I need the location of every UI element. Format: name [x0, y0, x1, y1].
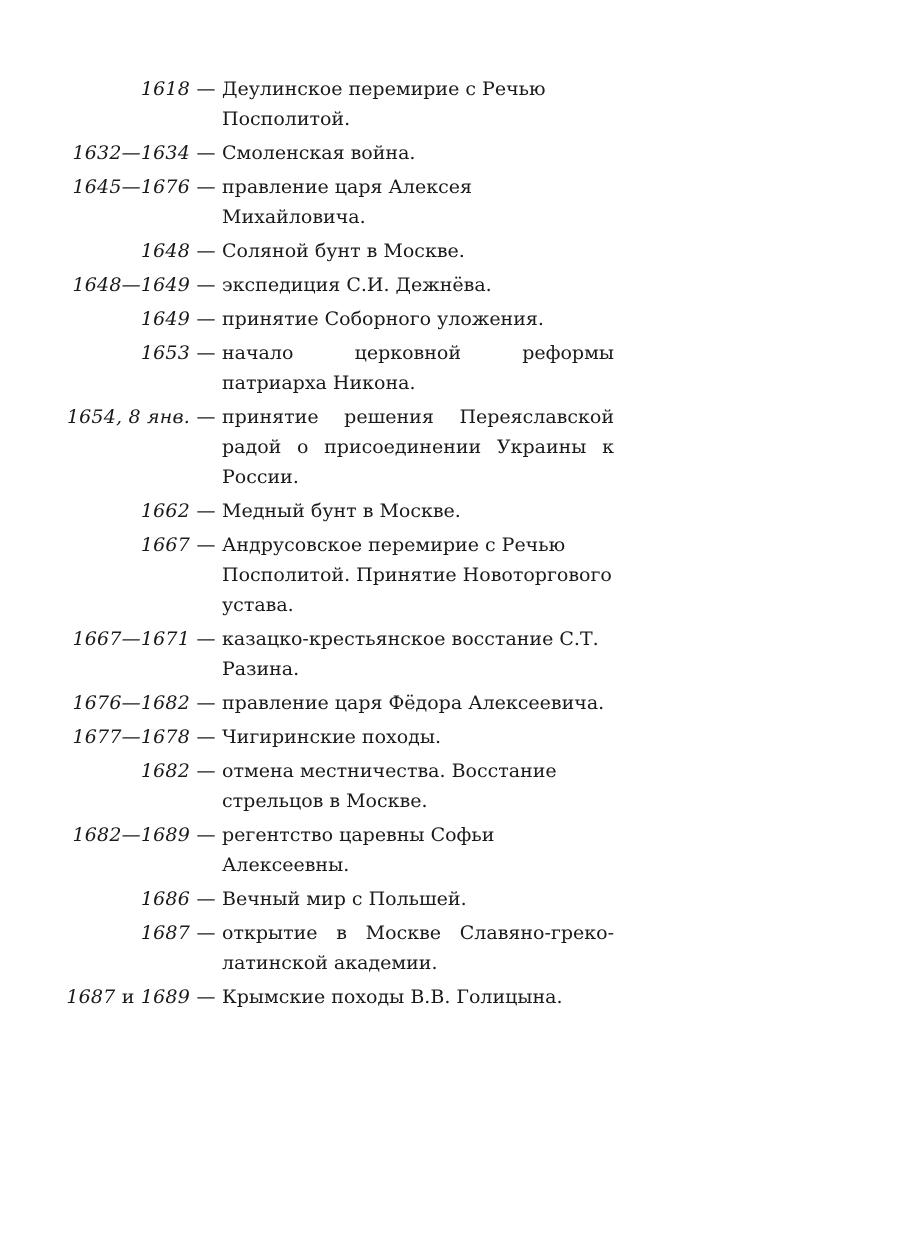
entry-text: Медный бунт в Москве. [222, 500, 461, 522]
chronology-entry [0, 624, 902, 684]
entry-dash: — [196, 628, 216, 650]
chronology-entry [0, 496, 902, 526]
entry-dash: — [196, 888, 216, 910]
chronology-list [0, 74, 902, 1016]
entry-text: экспедиция С.И. Дежнёва. [222, 274, 492, 296]
entry-dash: — [196, 986, 216, 1008]
chronology-entry [0, 918, 902, 978]
entry-date: 1687 [140, 922, 190, 944]
entry-text: Андрусовское перемирие с Речью Посполитой. Принятие Новоторгового устава. [222, 534, 612, 616]
chronology-entry [0, 138, 902, 168]
chronology-entry [0, 270, 902, 300]
entry-text: Соляной бунт в Москве. [222, 240, 465, 262]
chronology-entry [0, 304, 902, 334]
chronology-entry [0, 172, 902, 232]
entry-date: 1686 [140, 888, 190, 910]
entry-dash: — [196, 726, 216, 748]
chronology-entry [0, 722, 902, 752]
entry-text: регентство царевны Софьи Алексеевны. [222, 824, 495, 876]
entry-date: 1645—1676 [72, 176, 190, 198]
entry-date: 1649 [140, 308, 190, 330]
entry-text: Смоленская война. [222, 142, 416, 164]
entry-dash: — [196, 342, 216, 364]
entry-text: начало церковной реформы патриарха Никона. [222, 342, 614, 394]
entry-text: принятие решения Переяславской радой о присоединении Украины к России. [222, 406, 614, 488]
entry-dash: — [196, 534, 216, 556]
entry-date: 1648 [140, 240, 190, 262]
entry-date: 1676—1682 [72, 692, 190, 714]
chronology-entry [0, 820, 902, 880]
entry-dash: — [196, 922, 216, 944]
entry-dash: — [196, 824, 216, 846]
entry-text: принятие Соборного уложения. [222, 308, 544, 330]
entry-dash: — [196, 240, 216, 262]
entry-dash: — [196, 78, 216, 100]
entry-dash: — [196, 760, 216, 782]
entry-date: 1667 [140, 534, 190, 556]
entry-date: 1654, 8 янв. [66, 406, 190, 428]
entry-date: 1618 [140, 78, 190, 100]
entry-text: Крымские походы В.В. Голицына. [222, 986, 563, 1008]
entry-date: 1667—1671 [72, 628, 190, 650]
chronology-entry [0, 74, 902, 134]
chronology-entry [0, 530, 902, 620]
chronology-entry [0, 338, 902, 398]
entry-date: 1677—1678 [72, 726, 190, 748]
entry-text: Вечный мир с Польшей. [222, 888, 467, 910]
entry-text: открытие в Москве Славяно-греко-латинской академии. [222, 922, 614, 974]
entry-date-start: 1687 [66, 986, 116, 1008]
entry-date-end: 1689 [140, 986, 190, 1008]
entry-dash: — [196, 692, 216, 714]
entry-date: 1682 [140, 760, 190, 782]
chronology-entry [0, 884, 902, 914]
entry-dash: — [196, 500, 216, 522]
entry-date: 1648—1649 [72, 274, 190, 296]
entry-date: 1682—1689 [72, 824, 190, 846]
entry-text: казацко-крестьянское восстание С.Т. Разина. [222, 628, 599, 680]
chronology-entry [0, 756, 902, 816]
entry-dash: — [196, 308, 216, 330]
chronology-entry [0, 236, 902, 266]
entry-date [0, 982, 190, 1012]
entry-date: 1653 [140, 342, 190, 364]
entry-date: 1632—1634 [72, 142, 190, 164]
chronology-entry [0, 402, 902, 492]
entry-text: отмена местничества. Восстание стрельцов в Москве. [222, 760, 557, 812]
entry-text: Чигиринские походы. [222, 726, 442, 748]
chronology-entry [0, 688, 902, 718]
entry-date-conjunction: и [121, 986, 135, 1008]
entry-dash: — [196, 274, 216, 296]
entry-text: Деулинское перемирие с Речью Посполитой. [222, 78, 546, 130]
entry-text: правление царя Фёдора Алексеевича. [222, 692, 605, 714]
entry-text: правление царя Алексея Михайловича. [222, 176, 472, 228]
entry-date: 1662 [140, 500, 190, 522]
chronology-entry [0, 982, 902, 1012]
entry-dash: — [196, 142, 216, 164]
entry-dash: — [196, 406, 216, 428]
entry-dash: — [196, 176, 216, 198]
